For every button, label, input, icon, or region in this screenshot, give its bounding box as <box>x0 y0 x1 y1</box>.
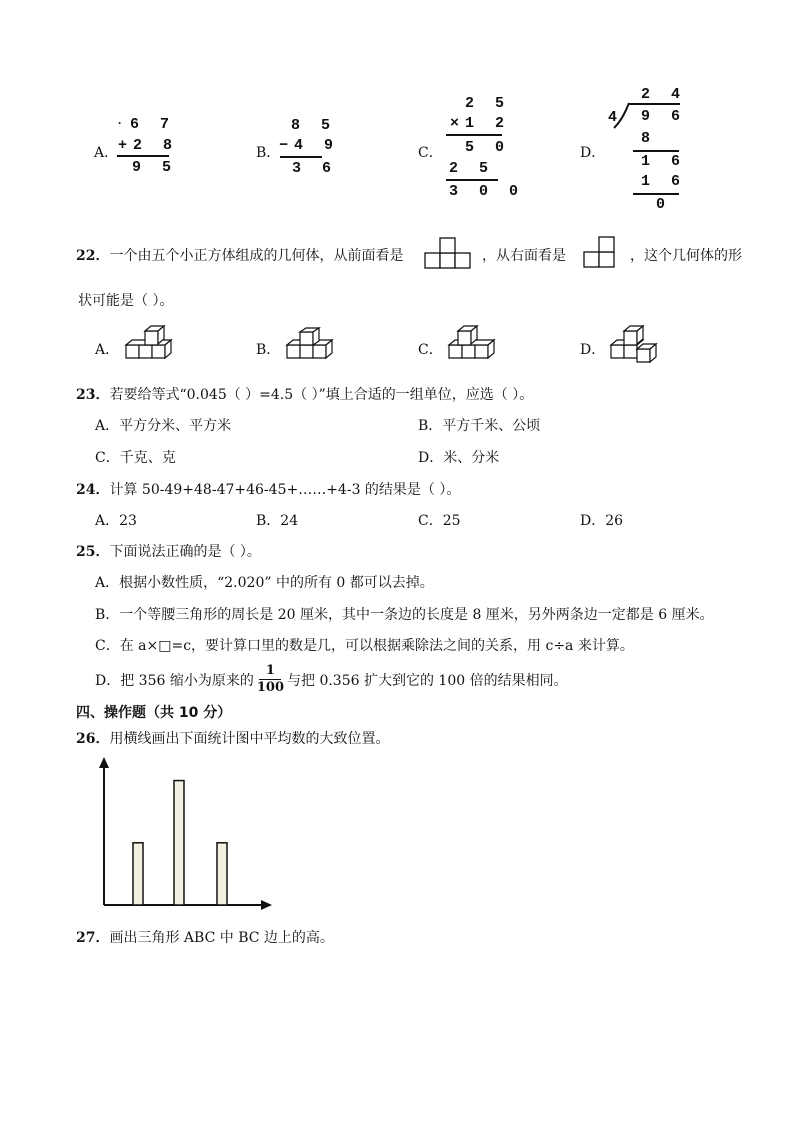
q21-a-label: A． <box>94 145 119 161</box>
q23-option-c: C．千克、克 <box>95 450 176 466</box>
q26-bar-chart <box>90 755 280 915</box>
q26-text: 用横线画出下面统计图中平均数的大致位置。 <box>109 731 390 747</box>
q21-d-bracket-top <box>628 103 680 105</box>
q21-a-result: 9 5 <box>132 159 178 176</box>
q25-option-c: C．在 a×□=c，要计算口里的数是几，可以根据乘除法之间的关系，用 c÷a 来计算。 <box>95 638 634 654</box>
q21-d-quotient: 2 4 <box>641 86 687 103</box>
q21-b-result: 3 6 <box>292 160 338 177</box>
q24-option-b: B．24 <box>256 513 299 529</box>
q21-c-partial1: 5 0 <box>465 139 511 156</box>
q25-option-d-pre: D．把 356 缩小为原来的 <box>95 672 254 689</box>
q21-a-top: 6 7 <box>130 116 176 133</box>
q24-number: 24． <box>76 482 110 498</box>
q22-option-b-label: B． <box>256 342 281 358</box>
q26-number: 26． <box>76 731 110 747</box>
q21-c-rule1 <box>446 134 502 136</box>
y-axis-arrow <box>99 757 109 768</box>
q24-option-d: D．26 <box>580 513 624 529</box>
q21-b-label: B． <box>256 145 281 161</box>
q25-fraction <box>257 664 284 695</box>
x-axis-arrow <box>261 900 272 910</box>
q23-option-d: D．米、分米 <box>418 450 500 466</box>
q22-text-c: ，这个几何体的形 <box>630 248 742 264</box>
q25-fraction-denominator: 100 <box>256 680 284 695</box>
q21-d-sub2: 1 6 <box>641 173 687 190</box>
q27-number: 27． <box>76 930 110 946</box>
q21-c-rule2 <box>446 179 498 181</box>
q25-option-d-post: 与把 0.356 扩大到它的 100 倍的结果相同。 <box>287 672 568 689</box>
q22-text-b: ，从右面看是 <box>482 248 566 264</box>
q21-d-rule1 <box>633 150 679 152</box>
q22-option-d-label: D． <box>580 342 606 358</box>
q21-b-mid: −4 9 <box>279 137 340 154</box>
q21-d-remainder1: 1 6 <box>641 153 687 170</box>
q25-option-b: B．一个等腰三角形的周长是 20 厘米，其中一条边的长度是 8 厘米，另外两条边一定都是 6 厘米。 <box>95 607 714 623</box>
q27-text: 画出三角形 ABC 中 BC 边上的高。 <box>109 930 334 946</box>
q21-c-partial2: 2 5 <box>449 160 495 177</box>
q22-option-a-label: A． <box>95 342 120 358</box>
q24-option-a: A．23 <box>95 513 137 529</box>
q25-option-d <box>95 664 568 695</box>
q24-text: 计算 50-49+48-47+46-45+……+4-3 的结果是（ ）。 <box>109 482 461 498</box>
q22-option-c-cubes <box>446 325 502 365</box>
q21-d-dividend: 9 6 <box>641 108 687 125</box>
q23-option-b: B．平方千米、公顷 <box>418 418 541 434</box>
q21-d-remainder: 0 <box>656 196 672 213</box>
q21-b-rule <box>280 156 322 158</box>
q25-text: 下面说法正确的是（ ）。 <box>109 544 261 560</box>
bar-2 <box>174 781 184 905</box>
q21-c-mid: ×1 2 <box>450 115 511 132</box>
q22-option-c-label: C． <box>418 342 443 358</box>
q25-option-a: A．根据小数性质，“2.020” 中的所有 0 都可以去掉。 <box>95 575 434 591</box>
q21-d-divisor: 4 <box>608 109 624 126</box>
q22-option-a-cubes <box>123 325 179 365</box>
q21-d-sub1: 8 <box>641 130 657 147</box>
q22-option-d-cubes <box>608 325 664 365</box>
q21-a-dot: . <box>116 114 130 128</box>
q23-option-a: A．平方分米、平方米 <box>95 418 232 434</box>
q21-c-top: 2 5 <box>465 95 511 112</box>
q21-c-label: C． <box>418 145 443 161</box>
bar-1 <box>133 843 143 905</box>
bar-3 <box>217 843 227 905</box>
q22-text-a: 一个由五个小正方体组成的几何体，从前面看是 <box>109 248 404 264</box>
q22-number: 22． <box>76 248 110 264</box>
q22-front-view-figure <box>424 236 472 270</box>
section-4-heading: 四、操作题（共 10 分） <box>76 705 232 721</box>
q25-fraction-numerator: 1 <box>265 663 275 678</box>
q23-text: 若要给等式“0.045（ ）=4.5（ ）”填上合适的一组单位，应选（ ）。 <box>109 387 534 403</box>
q23-number: 23． <box>76 387 110 403</box>
q25-number: 25． <box>76 544 110 560</box>
q22-text-d: 状可能是（ ）。 <box>78 293 174 309</box>
q21-d-label: D． <box>580 145 606 161</box>
q22-option-b-cubes <box>284 327 340 365</box>
q21-b-top: 8 5 <box>291 117 337 134</box>
q21-a-rule <box>117 155 169 157</box>
q22-right-view-figure <box>583 234 617 270</box>
q21-d-rule2 <box>633 193 679 195</box>
q21-c-result: 3 0 0 <box>449 183 525 200</box>
q21-a-mid: +2 8 <box>118 137 179 154</box>
q24-option-c: C．25 <box>418 513 461 529</box>
